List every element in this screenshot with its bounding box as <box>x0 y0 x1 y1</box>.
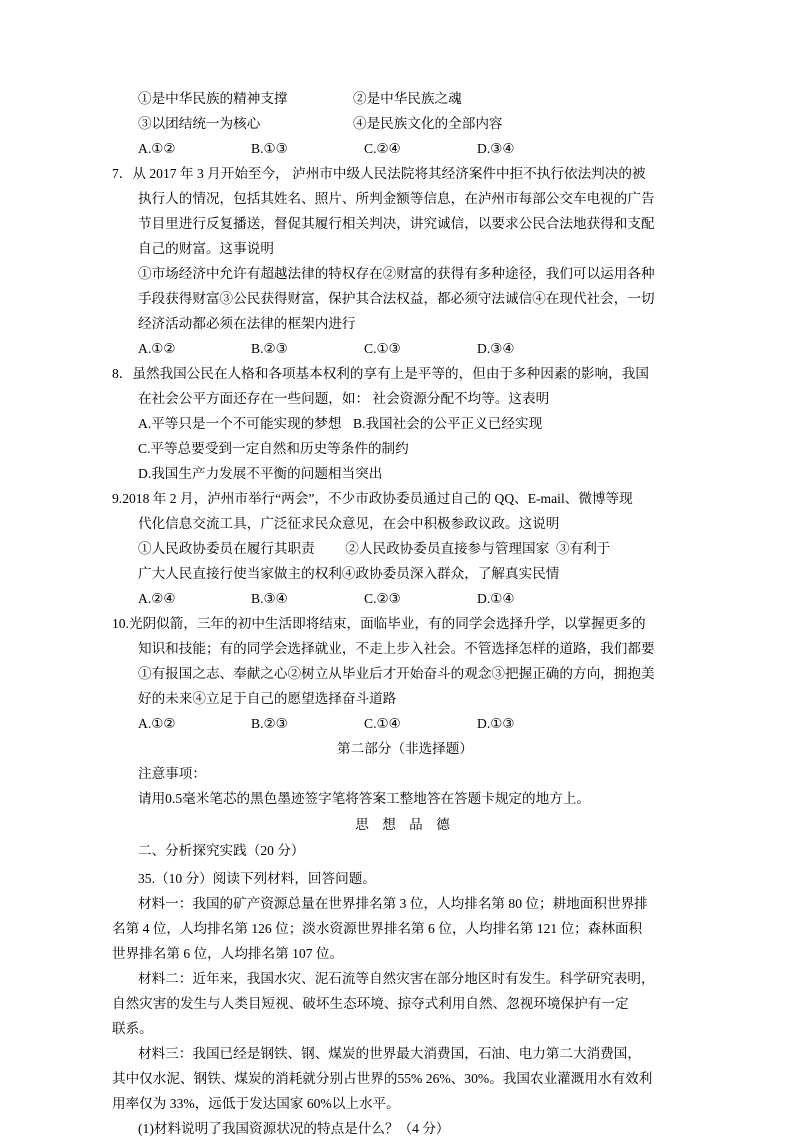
answer-choice-d: D.③④ <box>477 141 515 156</box>
question-9-line-1 <box>112 486 698 511</box>
question-7-stem-2: 执行人的情况，包括其姓名、照片、所判金额等信息，在泸州市每部公交车电视的广告 <box>138 191 655 206</box>
question-8-line-1 <box>112 361 698 386</box>
answer-choice-c: C.①③ <box>364 341 401 356</box>
question-7 <box>112 161 698 361</box>
material-3-line-2: 其中仅水泥、钢铁、煤炭的消耗就分别占世界的55% 26%、30%。我国农业灌溉用水有效利 <box>112 1071 653 1086</box>
question-8-option-c: C.平等总要受到一定自然和历史等条件的制约 <box>138 441 409 456</box>
question-10-stem-3: ①有报国之志、奉献之心②树立从毕业后才开始奋斗的观念③把握正确的方向，拥抱美 <box>138 666 655 681</box>
answer-choice-d: D.③④ <box>477 341 515 356</box>
question-10-line-1 <box>112 611 698 636</box>
question-7-option-2: 手段获得财富③公民获得财富，保护其合法权益，都必须守法诚信④在现代社会，一切 <box>138 291 655 306</box>
question-9-answer-row <box>112 586 698 611</box>
material-1-line-3: 世界排名第 6 位，人均排名第 107 位。 <box>112 946 344 961</box>
option-item-2: ②是中华民族之魂 <box>353 91 462 106</box>
question-10-stem-2: 知识和技能；有的同学会选择就业，不走上步入社会。不管选择怎样的道路，我们都要 <box>138 641 655 656</box>
material-1-line-1: 材料一：我国的矿产资源总量在世界排名第 3 位，人均排名第 80 位；耕地面积世界排 <box>138 896 648 911</box>
notice-label: 注意事项： <box>138 766 206 781</box>
question-7-answer-row <box>112 336 698 361</box>
option-row <box>112 86 698 111</box>
question-9-stem-2: 代化信息交流工具，广泛征求民众意见，在会中积极参政议政。这说明 <box>138 516 560 531</box>
question-8-option-d: D.我国生产力发展不平衡的问题相当突出 <box>138 466 383 481</box>
question-7-line-1 <box>112 161 698 186</box>
carryover-options-block <box>112 86 698 161</box>
answer-choice-b: B.①③ <box>251 141 288 156</box>
material-1-line-2: 名第 4 位，人均排名第 126 位；淡水资源世界排名第 6 位，人均排名第 121 位；森林面积 <box>112 921 643 936</box>
question-8-option-b: B.我国社会的公平正义已经实现 <box>353 416 543 431</box>
question-8-number: 8． <box>112 366 133 381</box>
question-10-number: 10. <box>112 616 129 631</box>
question-7-option-1: ①市场经济中允许有超越法律的特权存在②财富的获得有多种途径，我们可以运用各种 <box>138 266 655 281</box>
answer-choice-b: B.②③ <box>251 716 288 731</box>
question-8-option-a: A.平等只是一个不可能实现的梦想 <box>138 416 342 431</box>
option-row <box>112 111 698 136</box>
question-7-stem-3: 节目里进行反复播送，督促其履行相关判决，讲究诚信，以要求公民合法地获得和支配 <box>138 216 655 231</box>
section-title: 二、分析探究实践（20 分） <box>138 843 305 858</box>
answer-choice-d: D.①④ <box>477 591 515 606</box>
option-item-4: ④是民族文化的全部内容 <box>353 116 503 131</box>
answer-choice-c: C.②③ <box>364 591 401 606</box>
option-item-1: ①是中华民族的精神支撑 <box>138 91 288 106</box>
material-3-line-1: 材料三：我国已经是钢铁、钢、煤炭的世界最大消费国，石油、电力第二大消费国， <box>138 1046 641 1061</box>
question-35-material-1 <box>112 891 698 966</box>
question-7-stem-4: 自己的财富。这事说明 <box>138 241 274 256</box>
question-35-lead: 35.（10 分）阅读下列材料，回答问题。 <box>138 871 376 886</box>
question-9-stem-1: 2018 年 2 月，泸州市举行“两会”，不少市政协委员通过自己的 QQ、E-mail、微博等现 <box>122 491 633 506</box>
material-3-line-3: 用率仅为 33%，远低于发达国家 60%以上水平。 <box>112 1096 400 1111</box>
question-35-material-2 <box>112 966 698 1041</box>
answer-choice-b: B.②③ <box>251 341 288 356</box>
question-9-option-1: ①人民政协委员在履行其职责 ②人民政协委员直接参与管理国家 ③有利于 <box>138 541 611 556</box>
question-9-number: 9. <box>112 491 123 506</box>
answer-choices-row <box>112 136 698 161</box>
answer-choice-d: D.①③ <box>477 716 515 731</box>
answer-choice-a: A.①② <box>138 716 176 731</box>
option-item-3: ③以团结统一为核心 <box>138 116 261 131</box>
question-35-material-3 <box>112 1041 698 1116</box>
answer-choice-a: A.②④ <box>138 591 176 606</box>
question-8-option-row <box>112 411 698 436</box>
question-7-number: 7． <box>112 166 133 181</box>
question-7-option-3: 经济活动都必须在法律的框架内进行 <box>138 316 356 331</box>
material-2-line-3: 联系。 <box>112 1021 153 1036</box>
notice-text: 请用0.5毫米笔芯的黑色墨迹签字笔将答案工整地答在答题卡规定的地方上。 <box>138 791 590 806</box>
question-8-stem-1: 虽然我国公民在人格和各项基本权利的享有上是平等的，但由于多种因素的影响，我国 <box>132 366 649 381</box>
question-10-stem-4: 好的未来④立足于自己的愿望选择奋斗道路 <box>138 691 397 706</box>
question-35-sub-1: (1)材料说明了我国资源状况的特点是什么？（4 分） <box>138 1121 450 1136</box>
question-10 <box>112 611 698 736</box>
question-10-stem-1: 光阴似箭，三年的初中生活即将结束，面临毕业，有的同学会选择升学，以掌握更多的 <box>129 616 646 631</box>
material-2-line-2: 自然灾害的发生与人类目短视、破坏生态环境、掠夺式利用自然、忽视环境保护有一定 <box>112 996 629 1011</box>
part-two-title: 第二部分（非选择题） <box>337 741 473 756</box>
question-8-stem-2: 在社会公平方面还存在一些问题，如： 社会资源分配不均等。这表明 <box>138 391 550 406</box>
answer-choice-b: B.③④ <box>251 591 288 606</box>
answer-choice-c: C.②④ <box>364 141 401 156</box>
question-7-stem-1: 从 2017 年 3 月开始至今， 泸州市中级人民法院将其经济案件中拒不执行依法判决的被 <box>132 166 646 181</box>
answer-choice-a: A.①② <box>138 141 176 156</box>
answer-choice-a: A.①② <box>138 341 176 356</box>
question-10-answer-row <box>112 711 698 736</box>
question-9 <box>112 486 698 611</box>
material-2-line-1: 材料二：近年来，我国水灾、泥石流等自然灾害在部分地区时有发生。科学研究表明， <box>138 971 655 986</box>
subject-title: 思 想 品 德 <box>355 817 455 832</box>
answer-choice-c: C.①④ <box>364 716 401 731</box>
question-9-option-2: 广大人民直接行使当家做主的权利④政协委员深入群众，了解真实民情 <box>138 566 560 581</box>
question-8 <box>112 361 698 486</box>
